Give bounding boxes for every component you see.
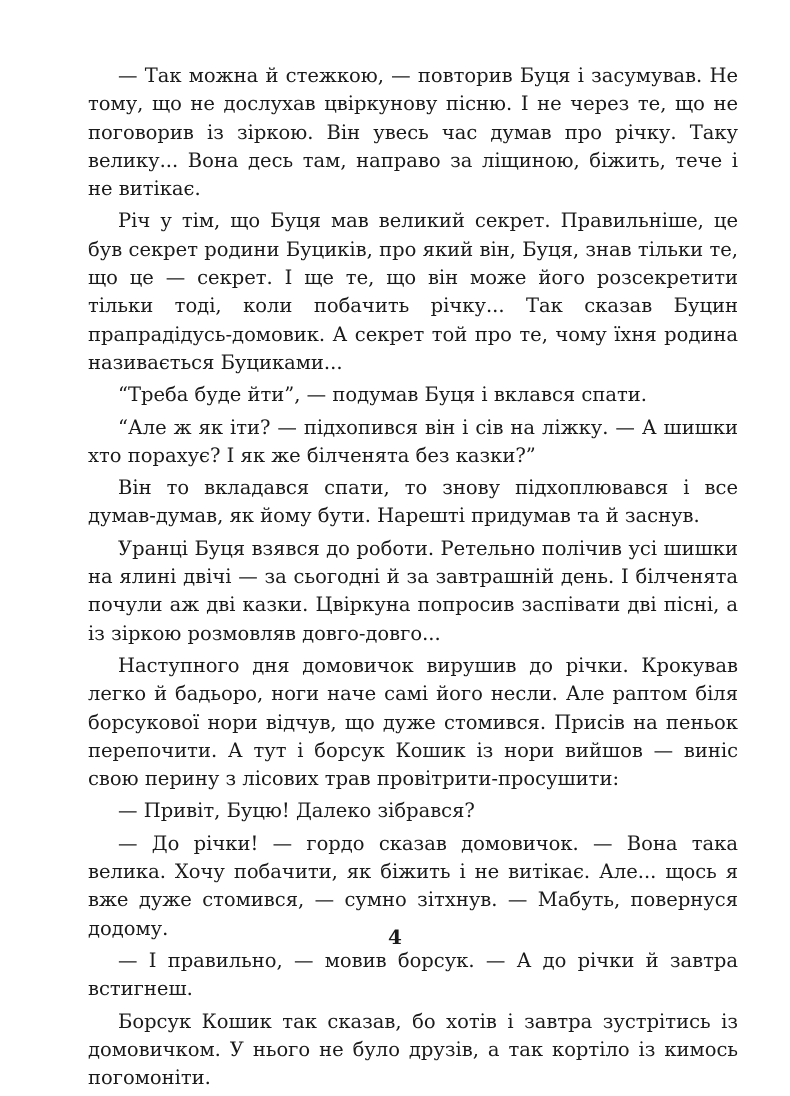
paragraph: Він то вкладався спати, то знову підхоплювався і все думав-думав, як йому бути. Нарешті придумав та й заснув. (88, 476, 738, 528)
paragraph: “Але ж як іти? — підхопився він і сів на ліжку. — А шишки хто порахує? І як же білченята без казки?” (88, 415, 738, 467)
paragraph: Наступного дня домовичок вирушив до річки. Крокував легко й бадьоро, ноги наче самі його несли. Але раптом біля борсукової нори відчув, що дуже стомився. Присів на пеньок перепочити. А тут і борсук Кошик із нори вийшов — виніс свою перину з лісових трав провітрити-просушити: (88, 653, 738, 791)
paragraph: “Треба буде йти”, — подумав Буця і вклався спати. (118, 383, 647, 407)
paragraph: — Так можна й стежкою, — повторив Буця і засумував. Не тому, що не дослухав цвіркунову пісню. І не через те, що не поговорив із зіркою. Він увесь час думав про річку. Таку велику... Вона десь там, направо за ліщиною, біжить, тече і не витікає. (88, 64, 738, 201)
paragraph: Річ у тім, що Буця мав великий секрет. Правильніше, це був секрет родини Буциків, про який він, Буця, знав тільки те, що це — секрет. І ще те, що він може його розсекретити тільки тоді, коли побачить річку... Так сказав Буцин прапрадідусь-домовик. А секрет той про те, чому їхня родина називається Буциками... (88, 209, 738, 374)
paragraph: Борсук Кошик так сказав, бо хотів і завтра зустрітись із домовичком. У нього не було друзів, а так кортіло із кимось погомоніти. (88, 1009, 738, 1090)
paragraph: — І правильно, — мовив борсук. — А до річки й завтра встигнеш. (88, 948, 738, 1001)
paragraph: — Привіт, Буцю! Далеко зібрався? (118, 799, 475, 823)
paragraph: — До річки! — гордо сказав домовичок. — Вона така велика. Хочу побачити, як біжить і не витікає. Але... щось я вже дуже стомився, — сумно зітхнув. — Мабуть, повернуся додому. (88, 831, 738, 940)
paragraph: Уранці Буця взявся до роботи. Ретельно полічив усі шишки на ялині двічі — за сьогодні й за завтрашній день. І білченята почули аж дві казки. Цвіркуна попросив заспівати дві пісні, а із зіркою розмовляв довго-довго... (88, 536, 738, 645)
page-number: 4 (388, 925, 402, 949)
